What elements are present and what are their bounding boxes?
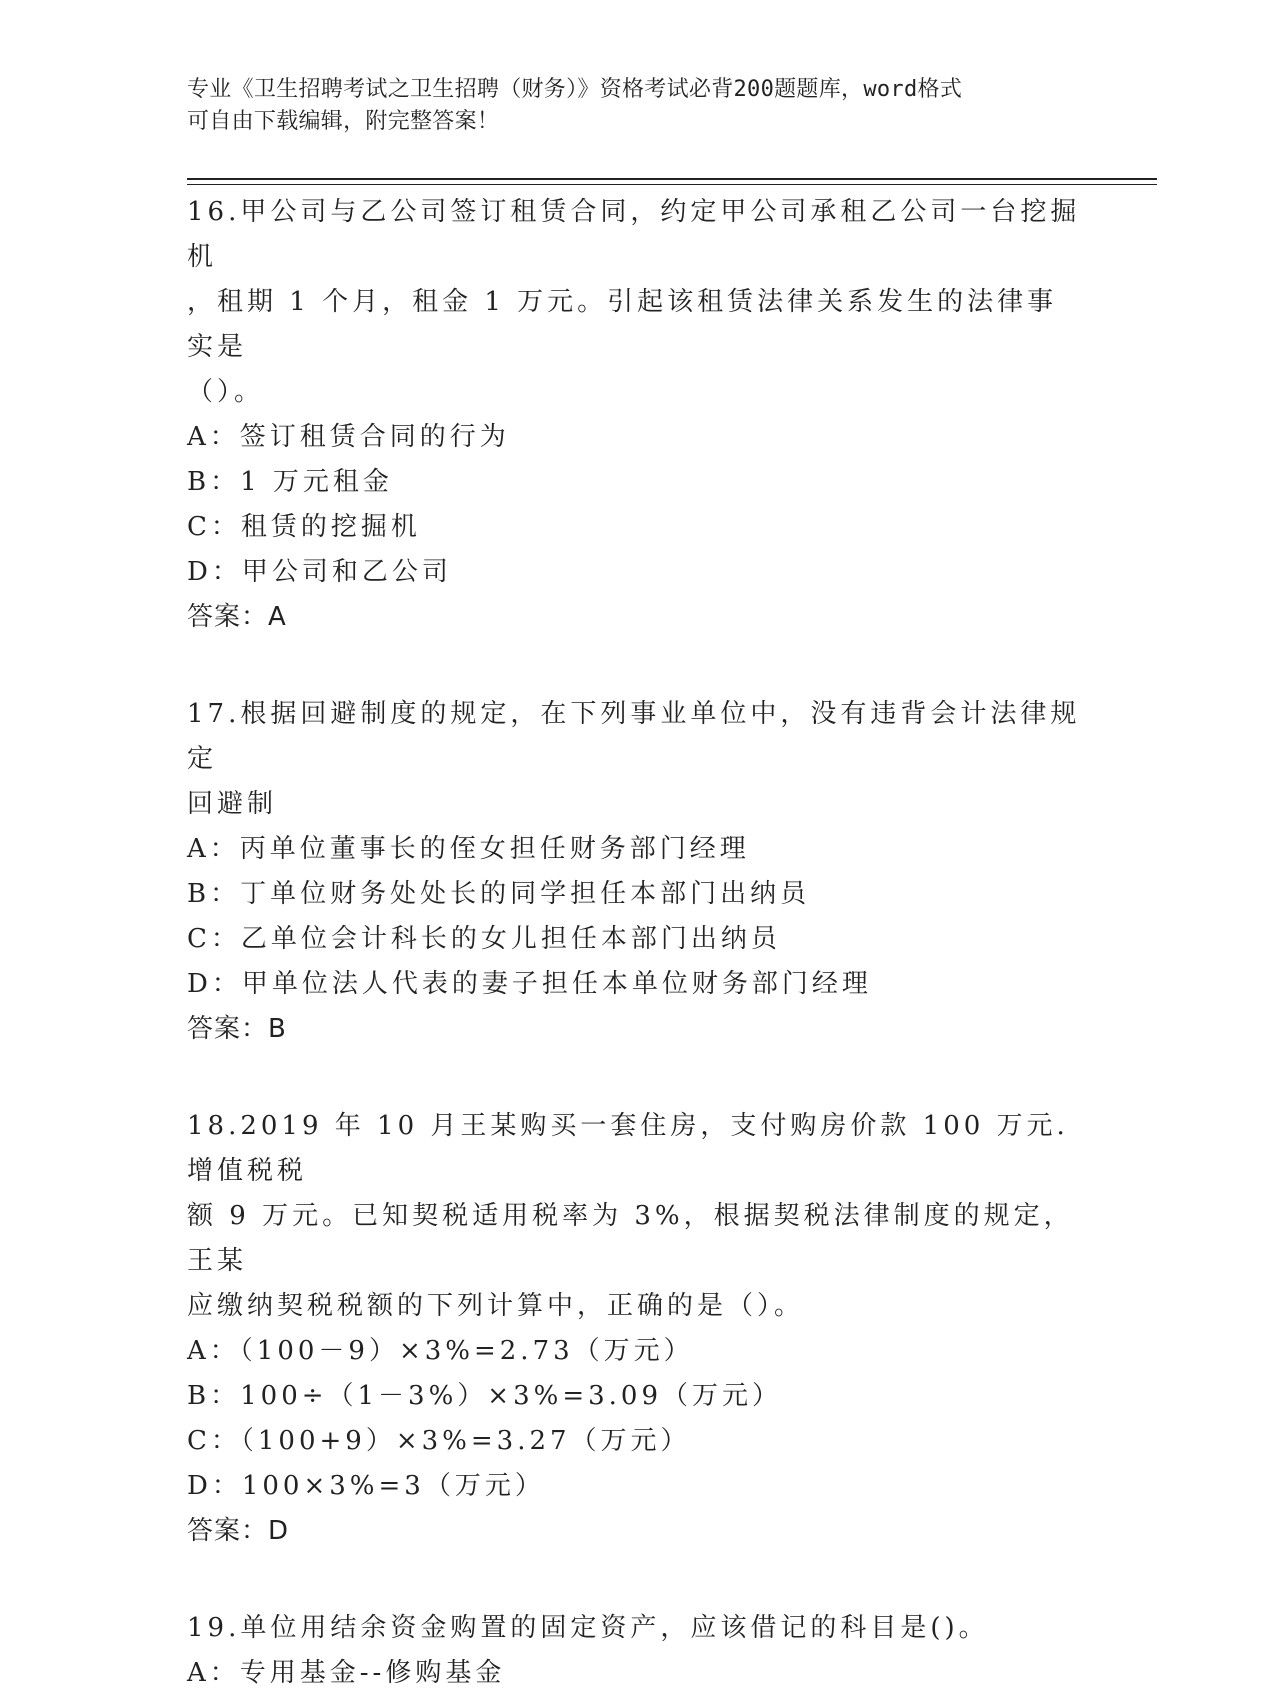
question-stem-line: 17.根据回避制度的规定，在下列事业单位中，没有违背会计法律规定: [187, 699, 1081, 774]
question-spacer: [187, 640, 1087, 692]
answer-line: 答案：D: [187, 1516, 290, 1546]
question-stem-line: （）。: [187, 377, 265, 407]
header-line-1: 专业《卫生招聘考试之卫生招聘（财务）》资格考试必背200题题库，word格式: [187, 77, 963, 102]
question-stem-line: 额 9 万元。已知契税适用税率为 3%，根据契税法律制度的规定，王某: [187, 1201, 1074, 1276]
question-list: [187, 190, 1087, 1696]
question-18: [187, 1104, 1087, 1554]
document-header: [187, 74, 1087, 138]
option-a: A：丙单位董事长的侄女担任财务部门经理: [187, 834, 750, 864]
option-b: B：丁单位财务处处长的同学担任本部门出纳员: [187, 879, 811, 909]
option-a: A：专用基金--修购基金: [187, 1658, 506, 1688]
question-stem-line: 16.甲公司与乙公司签订租赁合同，约定甲公司承租乙公司一台挖掘机: [187, 197, 1081, 272]
option-d: D：甲单位法人代表的妻子担任本单位财务部门经理: [187, 969, 872, 999]
question-stem-line: 19.单位用结余资金购置的固定资产，应该借记的科目是()。: [187, 1613, 989, 1643]
answer-line: 答案：A: [187, 602, 287, 632]
question-spacer: [187, 1554, 1087, 1606]
question-stem-line: 回避制: [187, 789, 278, 819]
header-divider-thick: [187, 178, 1157, 180]
header-divider-thin: [187, 184, 1157, 185]
option-c: C：乙单位会计科长的女儿担任本部门出纳员: [187, 924, 781, 954]
option-d: D：甲公司和乙公司: [187, 557, 452, 587]
option-c: C：租赁的挖掘机: [187, 512, 421, 542]
question-17: [187, 692, 1087, 1052]
option-c: C：（100+9）×3%=3.27（万元）: [187, 1426, 691, 1456]
option-b: B：100÷（1－3%）×3%=3.09（万元）: [187, 1381, 783, 1411]
question-19: [187, 1606, 1087, 1696]
question-stem-line: ，租期 1 个月，租金 1 万元。引起该租赁法律关系发生的法律事实是: [187, 287, 1058, 362]
question-stem-line: 18.2019 年 10 月王某购买一套住房，支付购房价款 100 万元.增值税税: [187, 1111, 1069, 1186]
question-spacer: [187, 1052, 1087, 1104]
option-d: D：100×3%=3（万元）: [187, 1471, 545, 1501]
header-line-2: 可自由下载编辑，附完整答案！: [187, 109, 500, 134]
answer-line: 答案：B: [187, 1014, 287, 1044]
option-a: A：（100－9）×3%=2.73（万元）: [187, 1336, 694, 1366]
question-stem-line: 应缴纳契税税额的下列计算中，正确的是（）。: [187, 1291, 805, 1321]
question-16: [187, 190, 1087, 640]
option-a: A：签订租赁合同的行为: [187, 422, 510, 452]
option-b: B：1 万元租金: [187, 467, 393, 497]
